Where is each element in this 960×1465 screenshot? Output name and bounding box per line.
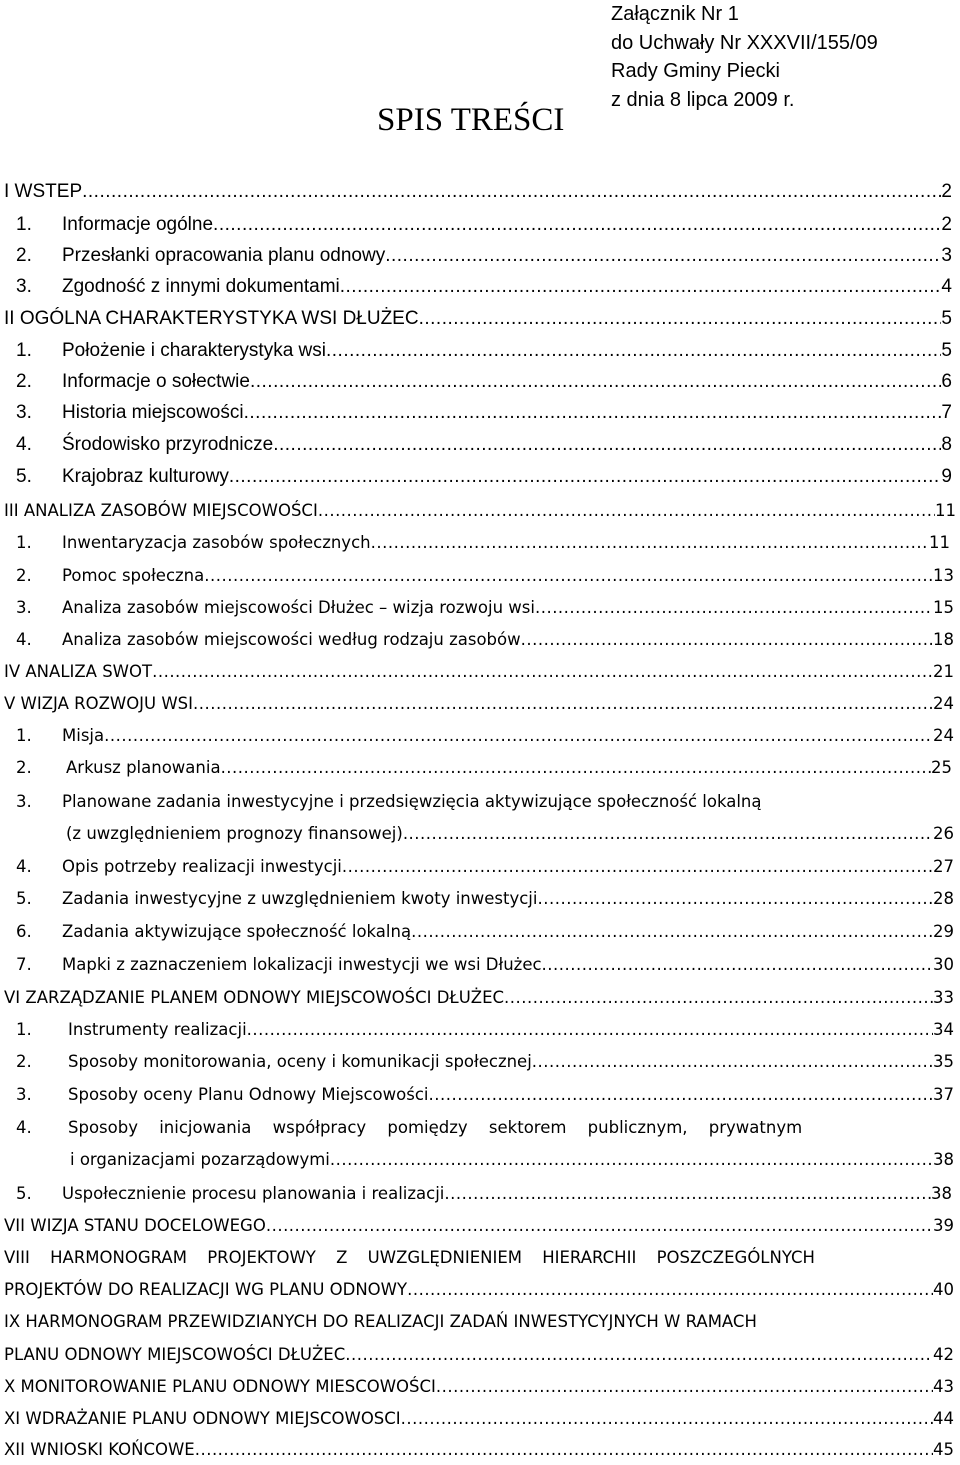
toc-entry[interactable] [16, 430, 952, 460]
toc-leader-dots [82, 177, 941, 207]
toc-entry-label: Położenie i charakterystyka wsi [62, 340, 326, 361]
toc-entry[interactable] [16, 787, 952, 817]
toc-leader-dots [537, 884, 933, 914]
toc-leader-dots [247, 1015, 933, 1045]
toc-entry-page: 13 [933, 566, 954, 585]
toc-entry-number: 6. [16, 922, 32, 941]
toc-entry[interactable] [4, 983, 954, 1013]
toc-entry-number: 4. [16, 630, 32, 649]
toc-leader-dots [429, 1080, 934, 1110]
toc-entry-page: 34 [933, 1020, 954, 1039]
toc-entry-label: Krajobraz kulturowy [62, 466, 229, 487]
toc-entry-number: 1. [16, 340, 32, 361]
toc-entry-number: 2. [16, 371, 32, 392]
toc-entry[interactable] [16, 721, 954, 751]
toc-entry[interactable] [16, 884, 954, 914]
toc-leader-dots [195, 1435, 933, 1465]
toc-entry-number: 2. [16, 758, 32, 777]
toc-entry-number: 1. [16, 533, 32, 552]
toc-entry-label: XI WDRAŻANIE PLANU ODNOWY MIEJSCOWOSCI [4, 1409, 401, 1428]
toc-entry-page: 26 [933, 824, 954, 843]
toc-entry-page: 38 [933, 1150, 954, 1169]
toc-entry[interactable] [4, 1211, 954, 1241]
toc-leader-dots [345, 1340, 933, 1370]
toc-entry-page: 39 [933, 1216, 954, 1235]
toc-entry-number: 5. [16, 466, 32, 487]
toc-entry-label: I WSTEP [4, 181, 83, 202]
toc-entry[interactable] [66, 819, 954, 849]
toc-leader-dots [411, 917, 933, 947]
toc-leader-dots [244, 398, 942, 428]
toc-entry-number: 3. [16, 598, 32, 617]
toc-entry[interactable] [4, 1404, 954, 1434]
toc-entry[interactable] [4, 1275, 954, 1305]
toc-entry-page: 8 [941, 434, 952, 455]
toc-entry-label: Środowisko przyrodnicze [62, 434, 274, 455]
toc-entry-label: Instrumenty realizacji [68, 1020, 247, 1039]
toc-entry-page: 24 [933, 694, 954, 713]
toc-entry-page: 9 [941, 466, 952, 487]
toc-entry-label: Planowane zadania inwestycyjne i przedsięwzięcia aktywizujące społeczność lokalną [62, 792, 762, 811]
toc-entry-label: Sposoby oceny Planu Odnowy Miejscowości [68, 1085, 429, 1104]
toc-entry-page: 37 [933, 1085, 954, 1104]
toc-entry-label: Sposoby inicjowania współpracy pomiędzy sektorem publicznym, prywatnym [68, 1118, 803, 1137]
toc-entry-number: 1. [16, 726, 32, 745]
toc-leader-dots [407, 1275, 933, 1305]
toc-entry[interactable] [4, 1435, 954, 1465]
toc-entry-label: VII WIZJA STANU DOCELOWEGO [4, 1216, 266, 1235]
toc-entry-page: 44 [933, 1409, 954, 1428]
toc-leader-dots [266, 1211, 933, 1241]
toc-entry-page: 18 [933, 630, 954, 649]
toc-entry-label: Mapki z zaznaczeniem lokalizacji inwestycji we wsi Dłużec [62, 955, 542, 974]
toc-entry-page: 11 [935, 501, 956, 520]
toc-entry[interactable] [4, 657, 954, 687]
toc-leader-dots [532, 1047, 933, 1077]
toc-entry[interactable] [16, 561, 954, 591]
toc-leader-dots [330, 1145, 933, 1175]
toc-entry-page: 7 [941, 402, 952, 423]
toc-entry[interactable] [4, 1243, 956, 1273]
toc-entry-label: Informacje o sołectwie [62, 371, 250, 392]
toc-entry-number: 3. [16, 1085, 32, 1104]
toc-leader-dots [221, 753, 931, 783]
toc-entry-page: 15 [933, 598, 954, 617]
toc-entry-number: 3. [16, 792, 32, 811]
toc-entry-page: 28 [933, 889, 954, 908]
toc-entry-label: XII WNIOSKI KOŃCOWE [4, 1440, 195, 1459]
toc-entry-page: 3 [941, 245, 952, 266]
toc-entry-label: Przesłanki opracowania planu odnowy [62, 245, 386, 266]
toc-leader-dots [204, 561, 933, 591]
toc-entry[interactable] [16, 950, 954, 980]
toc-entry-label: Zadania inwestycyjne z uwzględnieniem kwoty inwestycji [62, 889, 538, 908]
toc-entry[interactable] [16, 336, 952, 366]
toc-entry-number: 2. [16, 245, 32, 266]
toc-entry[interactable] [16, 625, 954, 655]
page-title: SPIS TREŚCI [377, 102, 565, 138]
toc-entry-page: 5 [941, 340, 952, 361]
toc-entry-label: Zgodność z innymi dokumentami [62, 276, 340, 297]
toc-entry-page: 35 [933, 1052, 954, 1071]
toc-entry[interactable] [16, 367, 952, 397]
toc-leader-dots [542, 950, 933, 980]
toc-leader-dots [193, 689, 933, 719]
toc-entry-page: 29 [933, 922, 954, 941]
toc-leader-dots [535, 593, 933, 623]
toc-entry-label: PLANU ODNOWY MIEJSCOWOŚCI DŁUŻEC [4, 1345, 346, 1364]
toc-entry-page: 33 [933, 988, 954, 1007]
annex-line: Rady Gminy Piecki [611, 60, 780, 82]
toc-entry-number: 1. [16, 1020, 32, 1039]
toc-leader-dots [436, 1372, 933, 1402]
toc-entry-label: V WIZJA ROZWOJU WSI [4, 694, 194, 713]
toc-leader-dots [273, 430, 941, 460]
toc-entry-number: 1. [16, 214, 32, 235]
toc-leader-dots [419, 304, 942, 334]
toc-entry[interactable] [4, 1372, 954, 1402]
toc-leader-dots [152, 657, 933, 687]
toc-leader-dots [342, 852, 933, 882]
toc-entry-page: 2 [941, 214, 952, 235]
toc-entry-label: III ANALIZA ZASOBÓW MIEJSCOWOŚCI [4, 501, 318, 520]
toc-entry-number: 2. [16, 1052, 32, 1071]
toc-entry-page: 43 [933, 1377, 954, 1396]
toc-entry-label: Analiza zasobów miejscowości Dłużec – wizja rozwoju wsi [62, 598, 535, 617]
toc-entry-page: 2 [941, 181, 952, 202]
toc-entry-label: (z uwzględnieniem prognozy finansowej) [66, 824, 403, 843]
toc-entry-label: Analiza zasobów miejscowości według rodzaju zasobów [62, 630, 521, 649]
toc-entry-page: 11 [929, 533, 950, 552]
toc-entry[interactable] [16, 462, 952, 492]
toc-entry-page: 25 [931, 758, 952, 777]
toc-entry-page: 24 [933, 726, 954, 745]
toc-entry-number: 4. [16, 1118, 32, 1137]
toc-entry[interactable] [16, 1080, 954, 1110]
toc-entry-page: 6 [941, 371, 952, 392]
toc-entry-page: 38 [931, 1184, 952, 1203]
toc-entry-label: IV ANALIZA SWOT [4, 662, 153, 681]
toc-entry[interactable] [16, 272, 952, 302]
toc-entry[interactable] [4, 1340, 954, 1370]
toc-entry[interactable] [16, 1047, 954, 1077]
annex-line: Załącznik Nr 1 [611, 3, 739, 25]
toc-entry[interactable] [4, 689, 954, 719]
toc-entry[interactable] [16, 917, 954, 947]
toc-entry-page: 5 [941, 308, 952, 329]
toc-leader-dots [318, 496, 935, 526]
toc-entry-label: Pomoc społeczna [62, 566, 205, 585]
toc-entry-number: 7. [16, 955, 32, 974]
toc-entry[interactable] [16, 528, 950, 558]
toc-entry-number: 2. [16, 566, 32, 585]
toc-entry[interactable] [16, 852, 954, 882]
toc-leader-dots [326, 336, 941, 366]
toc-leader-dots [504, 983, 933, 1013]
toc-entry-number: 3. [16, 402, 32, 423]
toc-entry-label: Uspołecznienie procesu planowania i realizacji [62, 1184, 445, 1203]
toc-entry-page: 40 [933, 1280, 954, 1299]
toc-entry-page: 21 [933, 662, 954, 681]
toc-entry[interactable] [4, 304, 952, 334]
toc-entry[interactable] [16, 241, 952, 271]
toc-entry[interactable] [16, 1015, 954, 1045]
toc-entry-label: Zadania aktywizujące społeczność lokalną [62, 922, 412, 941]
toc-entry-label: II OGÓLNA CHARAKTERYSTYKA WSI DŁUŻEC [4, 308, 419, 329]
toc-leader-dots [371, 528, 929, 558]
toc-entry[interactable] [16, 1113, 954, 1143]
toc-entry-label: i organizacjami pozarządowymi [70, 1150, 330, 1169]
toc-leader-dots [385, 241, 941, 271]
toc-entry-number: 4. [16, 857, 32, 876]
toc-leader-dots [104, 721, 933, 751]
toc-entry-number: 5. [16, 1184, 32, 1203]
toc-entry-page: 30 [933, 955, 954, 974]
toc-entry-number: 5. [16, 889, 32, 908]
toc-entry[interactable] [16, 398, 952, 428]
toc-leader-dots [340, 272, 942, 302]
toc-entry[interactable] [4, 177, 952, 207]
toc-entry-number: 3. [16, 276, 32, 297]
annex-line: z dnia 8 lipca 2009 r. [611, 88, 795, 111]
toc-entry-label: X MONITOROWANIE PLANU ODNOWY MIESCOWOŚCI [4, 1377, 436, 1396]
toc-leader-dots [444, 1179, 931, 1209]
toc-entry-page: 4 [941, 276, 952, 297]
toc-entry-page: 42 [933, 1345, 954, 1364]
toc-entry[interactable] [16, 593, 954, 623]
toc-entry-label: Sposoby monitorowania, oceny i komunikacji społecznej [68, 1052, 532, 1071]
toc-leader-dots [213, 210, 941, 240]
toc-entry-label: IX HARMONOGRAM PRZEWIDZIANYCH DO REALIZACJI ZADAŃ INWESTYCYJNYCH W RAMACH [4, 1312, 757, 1331]
toc-entry-label: Inwentaryzacja zasobów społecznych [62, 533, 371, 552]
toc-entry-label: Arkusz planowania [66, 758, 221, 777]
toc-leader-dots [401, 1404, 933, 1434]
toc-entry[interactable] [16, 753, 952, 783]
toc-entry-label: Misja [62, 726, 105, 745]
toc-entry[interactable] [4, 1307, 950, 1337]
toc-entry-page: 45 [933, 1440, 954, 1459]
toc-entry-label: VI ZARZĄDZANIE PLANEM ODNOWY MIEJSCOWOŚCI DŁUŻEC [4, 988, 505, 1007]
toc-leader-dots [521, 625, 933, 655]
toc-entry-page: 27 [933, 857, 954, 876]
toc-entry-label: Informacje ogólne [62, 214, 214, 235]
toc-entry[interactable] [16, 210, 952, 240]
toc-entry[interactable] [70, 1145, 954, 1175]
annex-line: do Uchwały Nr XXXVII/155/09 [611, 31, 878, 54]
toc-leader-dots [403, 819, 933, 849]
toc-leader-dots [229, 462, 942, 492]
toc-entry-label: Historia miejscowości [62, 402, 244, 423]
toc-entry-label: PROJEKTÓW DO REALIZACJI WG PLANU ODNOWY [4, 1280, 408, 1299]
toc-entry-number: 4. [16, 434, 32, 455]
toc-entry[interactable] [16, 1179, 952, 1209]
toc-entry[interactable] [4, 496, 956, 526]
toc-leader-dots [250, 367, 941, 397]
toc-entry-label: VIII HARMONOGRAM PROJEKTOWY Z UWZGLĘDNIENIEM HIERARCHII POSZCZEGÓLNYCH [4, 1248, 815, 1267]
toc-entry-label: Opis potrzeby realizacji inwestycji [62, 857, 342, 876]
